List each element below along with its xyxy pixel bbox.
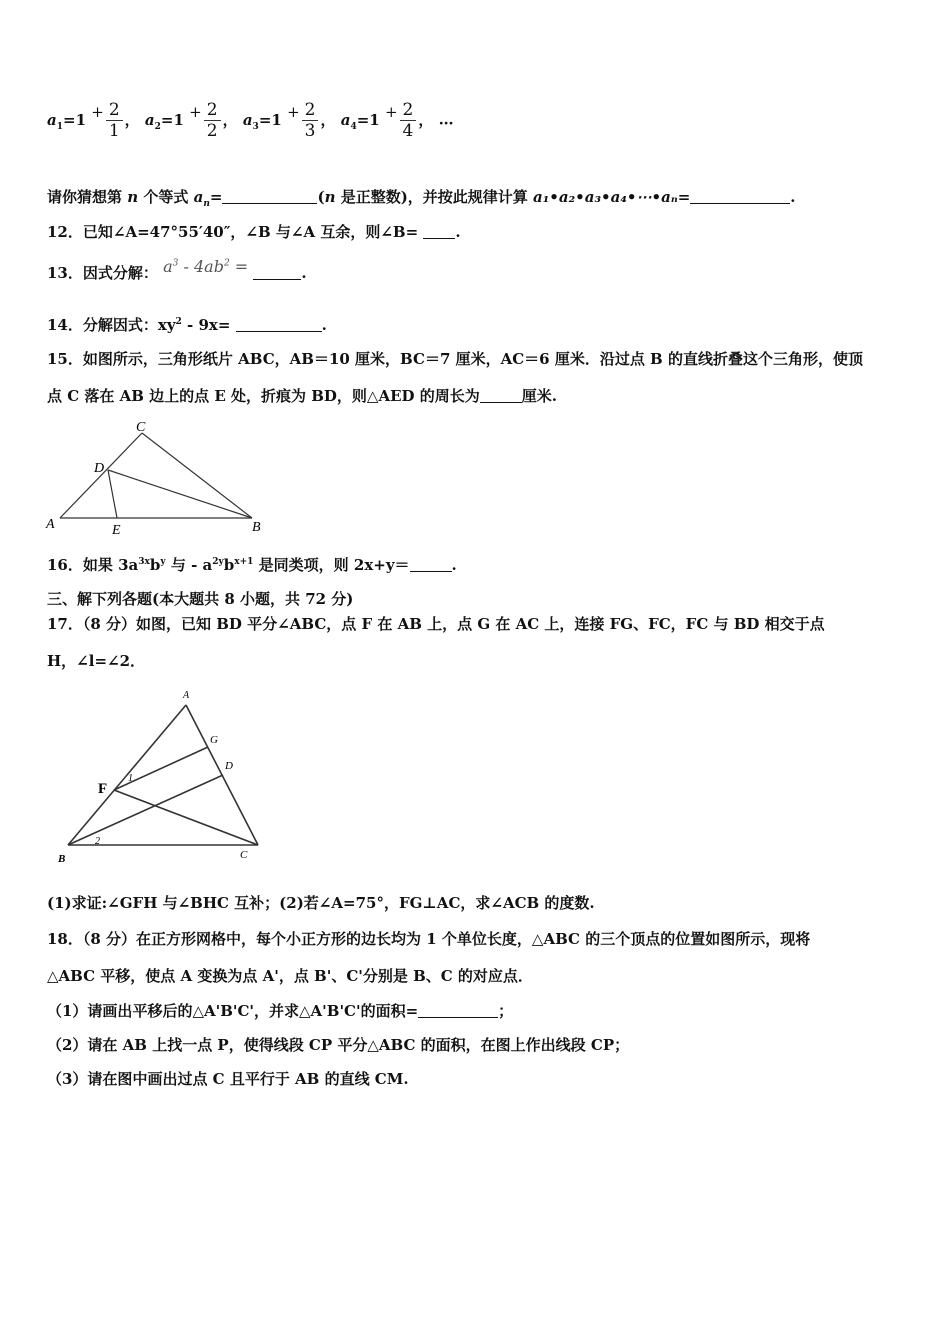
segment-FC — [114, 790, 258, 845]
label-angle-2: 2 — [95, 836, 100, 847]
segment-DB — [108, 470, 252, 518]
question-13: 13．因式分解： $a^3 - 4ab^2$ = . — [47, 257, 307, 282]
label-C: C — [136, 420, 146, 435]
fraction: $\frac{2}{3}$ — [302, 100, 319, 141]
question-14: 14．分解因式：$xy^2 - 9x=$ . — [47, 316, 327, 334]
sequence-item-3: $a_3=1$ + $\frac{2}{3}$ ， — [242, 100, 336, 141]
fraction: $\frac{2}{1}$ — [106, 100, 123, 141]
answer-blank[interactable] — [423, 224, 455, 239]
answer-blank[interactable] — [236, 317, 322, 332]
answer-blank[interactable] — [253, 265, 301, 280]
expression: $a^3 - 4ab^2$ = — [163, 257, 249, 276]
question-17-subquestions: (1)求证:∠GFH 与∠BHC 互补；(2)若∠A=75°，FG⊥AC，求∠ACB 的度数. — [47, 894, 595, 912]
guess-line: 请你猜想第 n 个等式 $a_n= (n$ 是正整数)，并按此规律计算 a₁•a₂•a₃•a₄•⋯•aₙ= . — [47, 188, 796, 209]
edge-AB — [68, 705, 186, 845]
label-E: E — [112, 523, 121, 538]
question-15-line-1: 15．如图所示，三角形纸片 ABC，AB＝10 厘米，BC＝7 厘米，AC＝6 厘米．沿过点 B 的直线折叠这个三角形，使顶 — [47, 350, 863, 368]
question-18-sub-2: （2）请在 AB 上找一点 P，使得线段 CP 平分△ABC 的面积，在图上作出线段 CP； — [47, 1036, 630, 1054]
edge-CB — [142, 433, 252, 518]
question-17-line-2: H，∠l=∠2． — [47, 652, 146, 670]
section-heading: 三、解下列各题(本大题共 8 小题，共 72 分) — [47, 590, 354, 608]
answer-blank[interactable] — [690, 189, 790, 204]
label-C: C — [240, 849, 248, 861]
label-D: D — [225, 760, 233, 772]
question-18-line-1: 18．（8 分）在正方形网格中，每个小正方形的边长均为 1 个单位长度，△ABC 的三个顶点的位置如图所示，现将 — [47, 930, 811, 948]
label-A: A — [46, 517, 55, 532]
question-18-sub-1: （1）请画出平移后的△A'B'C'，并求△A'B'C'的面积= ； — [47, 1002, 514, 1020]
answer-blank[interactable] — [410, 557, 452, 572]
answer-blank[interactable] — [480, 388, 522, 403]
sequence-item-2: $a_2=1$ + $\frac{2}{2}$ ， — [144, 100, 238, 141]
sequence-item-4: $a_4=1$ + $\frac{2}{4}$ ， — [340, 100, 434, 141]
fraction: $\frac{2}{2}$ — [204, 100, 221, 141]
segment-BD — [68, 775, 223, 845]
answer-blank[interactable] — [222, 189, 317, 204]
question-18-line-2: △ABC 平移，使点 A 变换为点 A'，点 B'、C'分别是 B、C 的对应点． — [47, 967, 533, 985]
label-B: B — [252, 520, 261, 535]
label-D: D — [94, 461, 105, 476]
label-A: A — [183, 690, 190, 701]
sequence-item-1: $a_1=1$ + $\frac{2}{1}$ ， — [47, 100, 140, 141]
label-F: F — [98, 781, 108, 797]
question-17-line-1: 17．（8 分）如图，已知 BD 平分∠ABC，点 F 在 AB 上，点 G 在 AC 上，连接 FG、FC，FC 与 BD 相交于点 — [47, 615, 825, 633]
answer-blank[interactable] — [418, 1003, 498, 1018]
question-15-line-2: 点 C 落在 AB 边上的点 E 处，折痕为 BD，则△AED 的周长为 厘米. — [47, 387, 558, 405]
fraction: $\frac{2}{4}$ — [400, 100, 417, 141]
question-16: 16．如果 $3a^{3x}b^y$ 与 - $a^{2y}b^{x+1}$ 是同类项，则 2x+y＝ . — [47, 556, 457, 574]
triangle-figure-15 — [40, 415, 280, 540]
label-G: G — [210, 734, 218, 746]
triangle-figure-17 — [50, 685, 280, 870]
question-12: 12．已知∠A=47°55′40″，∠B 与∠A 互余，则∠B= . — [47, 223, 461, 241]
segment-DE — [108, 470, 117, 518]
label-angle-1: 1 — [128, 773, 133, 784]
sequence-line — [47, 100, 454, 141]
question-18-sub-3: （3）请在图中画出过点 C 且平行于 AB 的直线 CM. — [47, 1070, 409, 1088]
ellipsis: … — [438, 110, 454, 129]
label-B: B — [58, 853, 66, 865]
